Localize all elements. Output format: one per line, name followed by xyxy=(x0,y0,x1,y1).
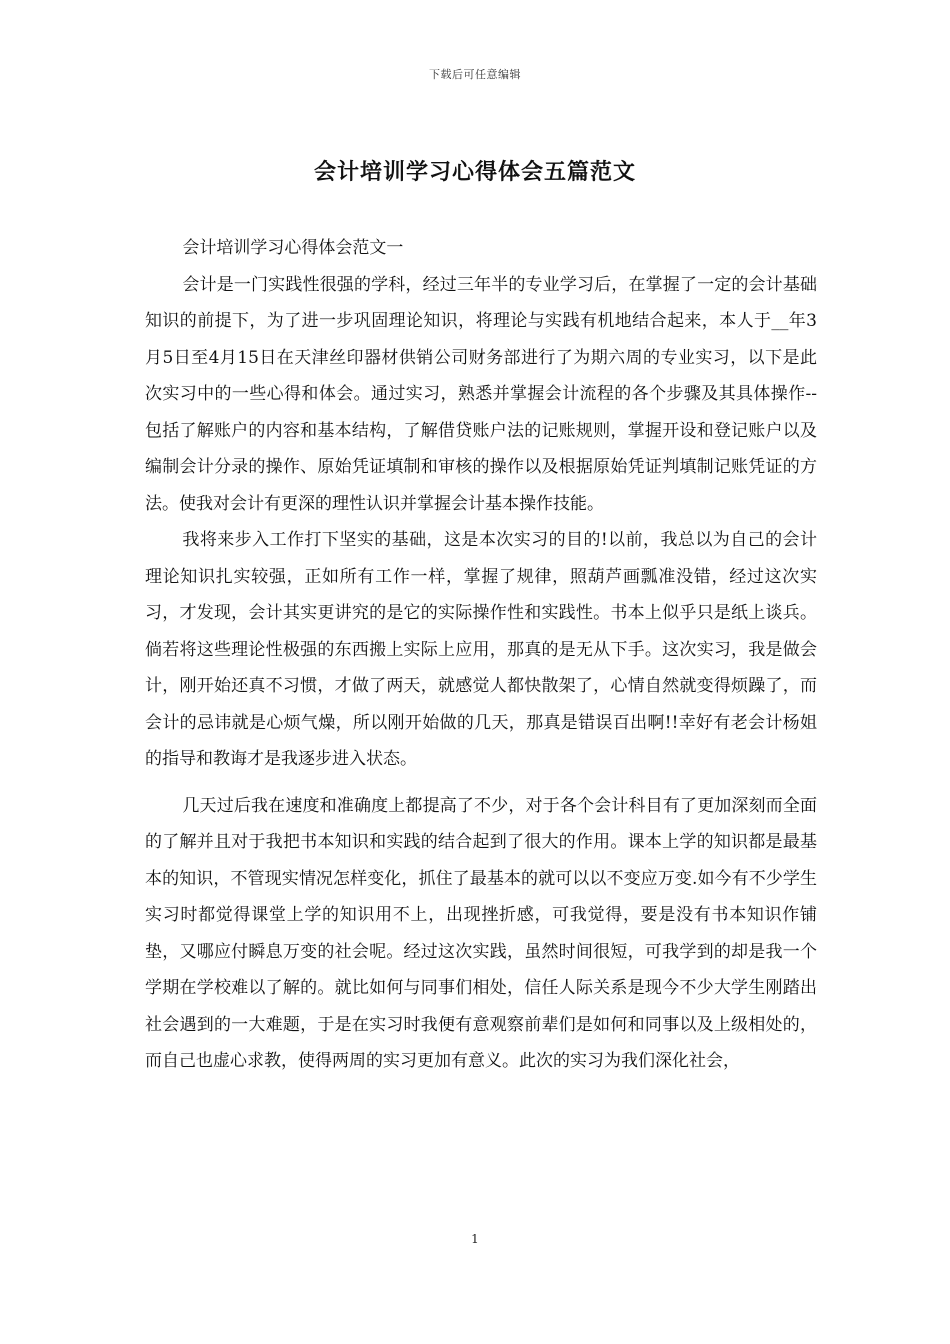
body-paragraph: 我将来步入工作打下坚实的基础，这是本次实习的目的!以前，我总以为自己的会计理论知识扎实较强，正如所有工作一样，掌握了规律，照葫芦画瓢准没错，经过这次实习，才发现，会计其实更讲究的是它的实际操作性和实践性。书本上似乎只是纸上谈兵。倘若将这些理论性极强的东西搬上实际上应用，那真的是无从下手。这次实习，我是做会计，刚开始还真不习惯，才做了两天，就感觉人都快散架了，心情自然就变得烦躁了，而会计的忌讳就是心烦气燥，所以刚开始做的几天，那真是错误百出啊!!幸好有老会计杨姐的指导和教诲才是我逐步进入状态。 xyxy=(145,530,817,769)
document-title: 会计培训学习心得体会五篇范文 xyxy=(313,159,636,185)
body-paragraph: 几天过后我在速度和准确度上都提高了不少，对于各个会计科目有了更加深刻而全面的了解并且对于我把书本知识和实践的结合起到了很大的作用。课本上学的知识都是最基本的知识，不管现实情况怎样变化，抓住了最基本的就可以以不变应万变.如今有不少学生实习时都觉得课堂上学的知识用不上，出现挫折感，可我觉得，要是没有书本知识作铺垫，又哪应付瞬息万变的社会呢。经过这次实践，虽然时间很短，可我学到的却是我一个学期在学校难以了解的。就比如何与同事们相处，信任人际关系是现今不少大学生刚踏出社会遇到的一大难题，于是在实习时我便有意观察前辈们是如何和同事以及上级相处的，而自己也虚心求教，使得两周的实习更加有意义。此次的实习为我们深化社会， xyxy=(145,795,817,1071)
document-body xyxy=(145,230,817,1080)
page-header: 下载后可任意编辑 xyxy=(429,68,521,81)
body-paragraph: 会计是一门实践性很强的学科，经过三年半的专业学习后，在掌握了一定的会计基础知识的前提下，为了进一步巩固理论知识，将理论与实践有机地结合起来，本人于__年3月5日至4月15日在天津丝印器材供销公司财务部进行了为期六周的专业实习，以下是此次实习中的一些心得和体会。通过实习，熟悉并掌握会计流程的各个步骤及其具体操作--包括了解账户的内容和基本结构，了解借贷账户法的记账规则，掌握开设和登记账户以及编制会计分录的操作、原始凭证填制和审核的操作以及根据原始凭证判填制记账凭证的方法。使我对会计有更深的理性认识并掌握会计基本操作技能。 xyxy=(145,274,817,514)
section-subheading: 会计培训学习心得体会范文一 xyxy=(182,238,404,258)
page-number: 1 xyxy=(471,1232,479,1246)
